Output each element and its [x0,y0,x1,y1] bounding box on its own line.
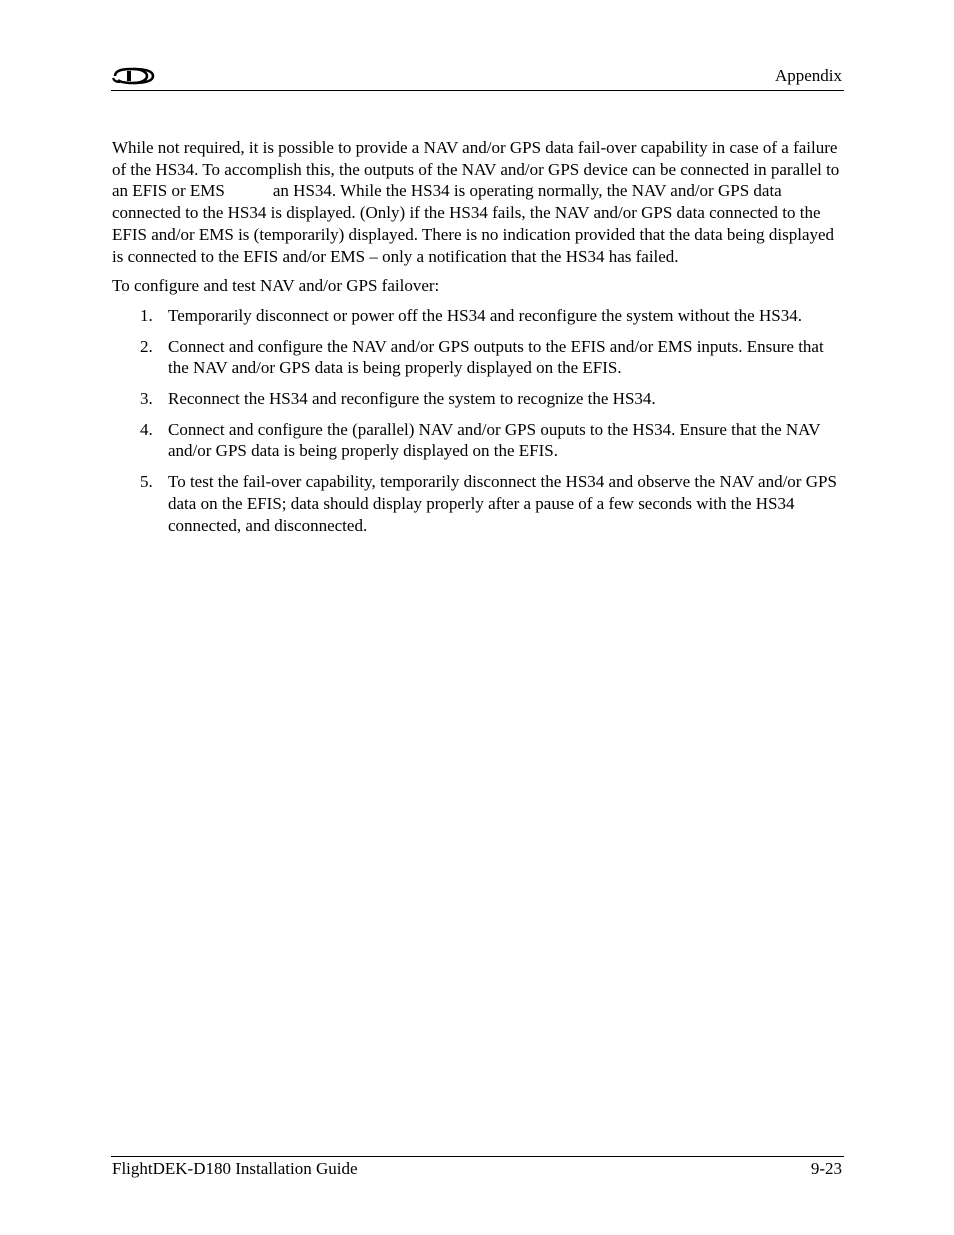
page-content [112,137,844,545]
step-number: 4. [140,419,153,439]
step-text: Connect and configure the NAV and/or GPS outputs to the EFIS and/or EMS inputs. Ensure that the NAV and/or GPS data is being properly displayed on the EFIS. [168,336,824,378]
step-number: 3. [140,389,153,409]
section-title: Appendix [774,66,842,85]
company-logo-icon [111,66,155,86]
procedure-intro: To configure and test NAV and/or GPS failover: [112,276,440,296]
step-number: 2. [140,336,153,356]
intro-text-part-1: While not required, it is possible to provide a NAV and/or GPS data fail-over capability in case of a failure of the HS34. To accomplish this, the outputs of the NAV and/or GPS device can be connected in parallel to an EFIS or EMS [112,138,840,201]
list-item [112,419,844,462]
page-footer [111,1156,844,1183]
procedure-steps [112,305,844,536]
step-number: 5. [140,472,153,492]
step-text: Connect and configure the (parallel) NAV and/or GPS ouputs to the HS34. Ensure that the NAV and/or GPS data is being properly displayed on the EFIS. [168,419,821,461]
list-item [112,336,844,379]
list-item [112,305,844,327]
intro-text-part-2: an HS34. While the HS34 is operating normally, the NAV and/or GPS data connected to the HS34 is displayed. (Only) if the HS34 fails, the NAV and/or GPS data connected to the EFIS and/or EMS is (temporarily) displayed. There is no indication provided that the data being displayed is connected to the EFIS and/or EMS – only a notification that the HS34 has failed. [112,181,835,266]
page-number: 9-23 [810,1159,842,1178]
page-header [111,62,844,91]
document-title: FlightDEK-D180 Installation Guide [112,1159,358,1178]
step-text: To test the fail-over capability, temporarily disconnect the HS34 and observe the NAV and/or GPS data on the EFIS; data should display properly after a pause of a few seconds with the HS34 connected, and disconnected. [168,472,837,535]
step-number: 1. [140,305,153,325]
list-item [112,388,844,410]
step-text: Temporarily disconnect or power off the HS34 and reconfigure the system without the HS34. [168,305,802,325]
list-item [112,471,844,536]
step-text: Reconnect the HS34 and reconfigure the system to recognize the HS34. [168,389,656,409]
intro-paragraph [112,137,844,267]
